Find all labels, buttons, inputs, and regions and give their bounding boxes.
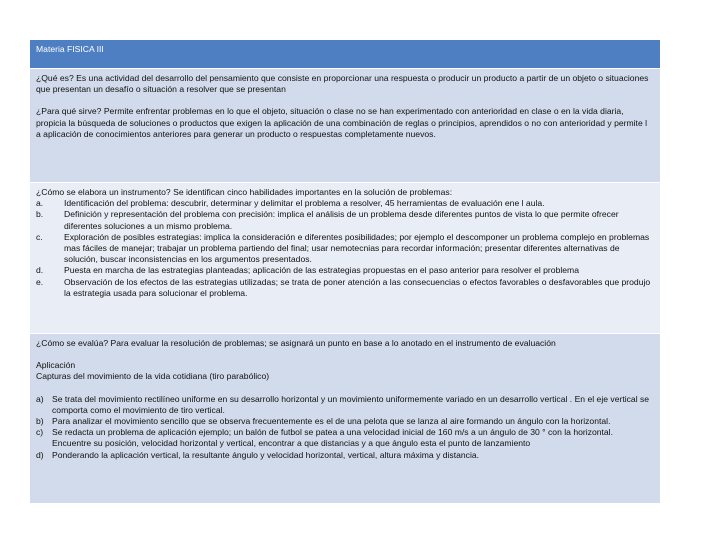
section-what-is (30, 69, 660, 183)
list-item-text: Observación de los efectos de las estrategias utilizadas; se trata de poner atención a las consecuencias o efectos favorables o desfavorables que produjo la estrategia usada para solucionar el problema. (64, 276, 651, 298)
list-item (36, 232, 654, 266)
list-item-text: Se redacta un problema de aplicación ejemplo; un balón de futbol se patea a una velocidad inicial de 160 m/s a un ángulo de 30 ° con la horizontal. Encuentre su posición, velocidad horizontal y vertical, encontrar a que distancias y a que ángulo esta el punto de lanzamiento (52, 427, 613, 449)
table-header (30, 40, 660, 69)
section-evaluation (30, 334, 660, 504)
list-item-text: Ponderando la aplicación vertical, la resultante ángulo y velocidad horizontal, vertical, altura máxima y distancia. (52, 449, 480, 460)
what-is-paragraph: ¿Qué es? Es una actividad del desarrollo del pensamiento que consiste en proporcionar una respuesta o producir un producto a partir de un objeto o situaciones que presentan un desafío o situación a resolver que se presentan (36, 73, 649, 95)
application-title: Aplicación (36, 360, 76, 371)
how-to-build-intro: ¿Cómo se elabora un instrumento? Se identifican cinco habilidades importantes en la solución de problemas: (36, 187, 453, 197)
purpose-paragraph: ¿Para qué sirve? Permite enfrentar problemas en lo que el objeto, situación o clase no se han experimentado con anterioridad en clase o en la vida diaria, propicia la búsqueda de soluciones o productos que exigen la aplicación de una combinación de reglas o principios, aprendidos o no con anterioridad y permite l a aplicación de conocimientos anteriores para generar un producto o respuestas completamente nuevos. (36, 106, 648, 139)
list-item-label: d. (36, 265, 44, 276)
list-item-text: Definición y representación del problema con precisión: implica el análisis de un problema desde diferentes puntos de vista lo que permite ofrecer diferentes soluciones a un mismo problema. (64, 209, 619, 231)
list-item-text: Identificación del problema: descubrir, determinar y delimitar el problema a resolver, 45 herramientas de evaluación ene l aula. (64, 198, 545, 209)
list-item (36, 394, 654, 416)
list-item (36, 427, 654, 449)
list-item-label: d) (36, 449, 44, 460)
section-how-to-build (30, 183, 660, 334)
list-item-label: e. (36, 276, 44, 287)
list-item (36, 265, 654, 276)
list-item (36, 198, 654, 209)
list-item-label: a. (36, 198, 44, 209)
list-item (36, 450, 654, 461)
list-item-label: c. (36, 231, 43, 242)
list-item (36, 416, 654, 427)
list-item-text: Exploración de posibles estrategias: implica la consideración e diferentes posibilidades; por ejemplo el descomponer un problema complejo en problemas mas fáciles de manejar; trabajar un problema partiendo del final; usar nemotecnias para recordar información; presentar diferentes alternativas de solución, buscar inconsistencias en los argumentos presentados. (64, 231, 650, 265)
list-item (36, 277, 654, 299)
list-item-text: Se trata del movimiento rectilíneo uniforme en su desarrollo horizontal y un movimiento uniformemente variado en un desarrollo vertical . En el eje vertical se comporta como el movimiento de tiro vertical. (52, 393, 650, 415)
list-item-label: b) (36, 416, 44, 427)
list-item-text: Puesta en marcha de las estrategias planteadas; aplicación de las estrategias propuestas en el paso anterior para resolver el problema (64, 265, 579, 276)
subject-title: Materia FISICA III (36, 44, 104, 54)
list-item-label: a) (36, 393, 44, 404)
content-table (30, 40, 660, 504)
application-subtitle: Capturas del movimiento de la vida cotidiana (tiro parabólico) (36, 371, 270, 382)
list-item-label: b. (36, 209, 44, 220)
list-item (36, 209, 654, 231)
list-item-text: Para analizar el movimiento sencillo que se observa frecuentemente es el de una pelota que se lanza al aire formando un ángulo con la horizontal. (52, 416, 611, 427)
evaluation-paragraph: ¿Cómo se evalúa? Para evaluar la resolución de problemas; se asignará un punto en base a lo anotado en el instrumento de evaluación (36, 338, 556, 348)
list-item-label: c) (36, 427, 44, 438)
